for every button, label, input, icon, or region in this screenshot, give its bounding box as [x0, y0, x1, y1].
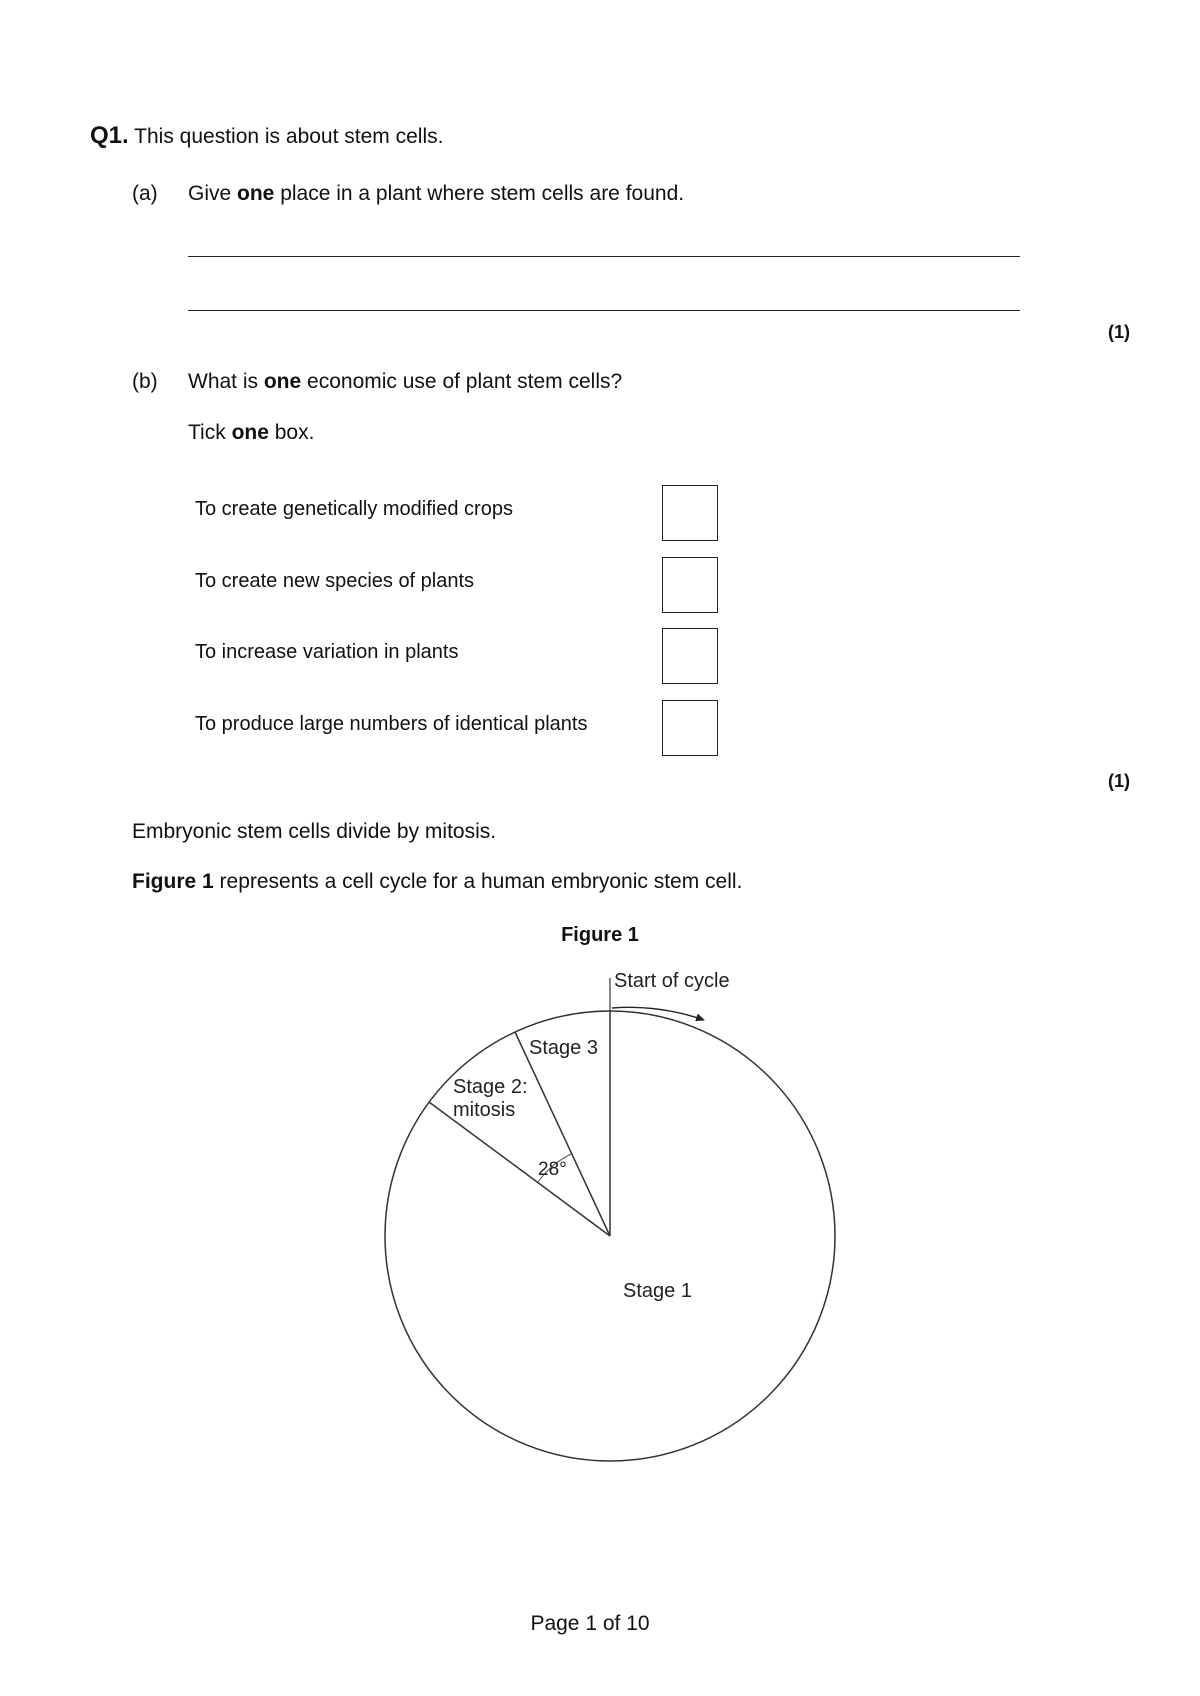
- stage1-label: Stage 1: [623, 1280, 692, 1302]
- option-label-1: To create genetically modified crops: [195, 498, 513, 520]
- part-b-marks: (1): [1108, 771, 1130, 791]
- angle-label: 28°: [538, 1159, 567, 1180]
- start-label: Start of cycle: [614, 970, 730, 992]
- question-intro: This question is about stem cells.: [134, 125, 444, 148]
- part-b-text-bold: one: [263, 370, 302, 393]
- page-number: Page 1 of 10: [530, 1612, 650, 1635]
- part-a-text-post: place in a plant where stem cells are found.: [274, 182, 685, 205]
- stage2-label-line2: mitosis: [453, 1099, 516, 1121]
- tick-text-bold: one: [231, 421, 269, 444]
- part-b-text-post: economic use of plant stem cells?: [301, 370, 623, 393]
- part-a-text-pre: Give: [188, 182, 238, 205]
- part-a-label: (a): [132, 182, 158, 205]
- part-b-text-pre: What is: [188, 370, 264, 393]
- part-a-marks: (1): [1108, 322, 1130, 342]
- part-a-text-bold: one: [237, 182, 275, 205]
- part-b-label: (b): [132, 370, 158, 393]
- figure-title: Figure 1: [561, 924, 639, 946]
- stage2-label-line1: Stage 2:: [453, 1076, 528, 1098]
- figure-ref-bold: Figure 1: [132, 870, 214, 893]
- figure-ref-text: represents a cell cycle for a human embryonic stem cell.: [213, 870, 743, 893]
- option-label-2: To create new species of plants: [195, 570, 475, 592]
- option-label-3: To increase variation in plants: [195, 641, 459, 663]
- question-number: Q1.: [90, 122, 129, 149]
- option-label-4: To produce large numbers of identical plants: [195, 713, 588, 735]
- mitosis-statement: Embryonic stem cells divide by mitosis.: [132, 820, 497, 843]
- stage3-label: Stage 3: [529, 1037, 598, 1059]
- tick-text-post: box.: [268, 421, 315, 444]
- tick-text-pre: Tick: [188, 421, 232, 444]
